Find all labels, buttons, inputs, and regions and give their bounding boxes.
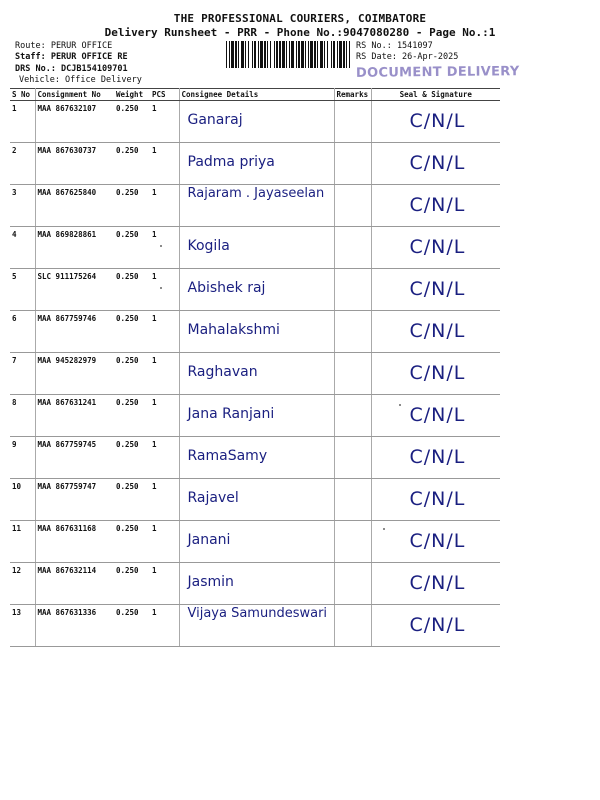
cell-sno: 9 [10,437,35,479]
handwritten-name: Rajavel [187,490,239,506]
barcode-bar [226,41,227,68]
barcode-bar [229,41,230,68]
route-label: Route: PERUR OFFICE [15,41,113,51]
cell-sno: 12 [10,563,35,605]
cell-signature [371,143,500,185]
company-title: THE PROFESSIONAL COURIERS, COIMBATORE [173,12,427,25]
cell-signature [371,101,500,143]
cell-pcs: 1 [150,185,179,227]
cell-pcs: 1 [150,269,179,311]
barcode-bar [254,41,256,68]
col-seal-header: Seal & Signature [371,89,500,101]
delivery-table [10,88,500,647]
barcode-bar [258,41,259,68]
cell-consignee [179,185,334,227]
handwritten-name: Rajaram . Jayaseelan [187,186,325,201]
cell-consignment: MAA 945282979 [35,353,114,395]
barcode-bar [235,41,237,68]
cell-sno: 7 [10,353,35,395]
barcode-bar [270,41,271,68]
barcode-bar [231,41,234,68]
cell-remarks [334,227,371,269]
table-row [10,563,500,605]
ink-speck [160,287,162,289]
cell-pcs: 1 [150,143,179,185]
cell-pcs: 1 [150,521,179,563]
col-consignee-header: Consignee Details [179,89,334,101]
handwritten-signature: C/N/L [409,446,466,468]
handwritten-name: Abishek raj [187,280,266,296]
table-row [10,311,500,353]
barcode-bar [320,41,323,68]
col-pcs-header: PCS [150,89,179,101]
table-row [10,185,500,227]
cell-pcs: 1 [150,101,179,143]
table-row [10,395,500,437]
table-row [10,101,500,143]
barcode-bar [310,41,313,68]
cell-weight: 0.250 [114,353,150,395]
cell-weight: 0.250 [114,311,150,353]
cell-sno: 6 [10,311,35,353]
handwritten-name: Janani [187,532,231,548]
cell-signature [371,311,500,353]
table-row [10,605,500,647]
cell-signature [371,227,500,269]
cell-remarks [334,437,371,479]
cell-signature [371,479,500,521]
cell-weight: 0.250 [114,437,150,479]
handwritten-name: Raghavan [187,364,258,380]
barcode-bar [301,41,304,68]
cell-weight: 0.250 [114,185,150,227]
cell-consignee [179,395,334,437]
cell-weight: 0.250 [114,143,150,185]
cell-consignment: MAA 867759745 [35,437,114,479]
barcode-bar [298,41,300,68]
cell-weight: 0.250 [114,269,150,311]
cell-consignment: MAA 867759747 [35,479,114,521]
cell-weight: 0.250 [114,605,150,647]
cell-consignee [179,605,334,647]
cell-consignment: MAA 867759746 [35,311,114,353]
cell-sno: 4 [10,227,35,269]
handwritten-name: Vijaya Samundeswari [187,606,328,621]
barcode-icon [226,41,350,68]
table-row [10,269,500,311]
table-row [10,479,500,521]
cell-remarks [334,521,371,563]
cell-consignment: MAA 867625840 [35,185,114,227]
table-header-row [10,89,500,101]
cell-signature [371,563,500,605]
cell-pcs: 1 [150,395,179,437]
ink-speck [383,528,385,530]
handwritten-name: Ganaraj [187,112,243,128]
handwritten-signature: C/N/L [409,194,466,216]
handwritten-name: Jasmin [187,574,234,590]
cell-consignee [179,101,334,143]
barcode-bar [274,41,275,68]
barcode-bar [264,41,266,68]
cell-weight: 0.250 [114,395,150,437]
handwritten-signature: C/N/L [409,278,466,300]
barcode-bar [317,41,318,68]
cell-weight: 0.250 [114,101,150,143]
cell-consignment: MAA 869828861 [35,227,114,269]
cell-consignee [179,353,334,395]
cell-sno: 8 [10,395,35,437]
cell-remarks [334,479,371,521]
barcode-bar [324,41,325,68]
cell-pcs: 1 [150,605,179,647]
ink-speck [160,245,162,247]
handwritten-signature: C/N/L [409,236,466,258]
barcode-bar [279,41,281,68]
table-row [10,227,500,269]
cell-signature [371,395,500,437]
barcode-bar [282,41,285,68]
drs-label: DRS No.: DCJB154109701 [15,64,128,74]
handwritten-name: Kogila [187,238,230,254]
cell-signature [371,185,500,227]
barcode-bar [296,41,297,68]
barcode-bar [343,41,345,68]
rs-number: RS No.: 1541097 [356,41,433,51]
barcode-bar [333,41,335,68]
ink-speck [399,404,401,406]
barcode-bar [248,41,249,68]
cell-consignee [179,437,334,479]
handwritten-signature: C/N/L [409,614,466,636]
cell-signature [371,605,500,647]
cell-consignee [179,479,334,521]
barcode-bar [305,41,306,68]
handwritten-name: Jana Ranjani [187,406,275,422]
barcode-bar [346,41,347,68]
cell-remarks [334,101,371,143]
cell-sno: 10 [10,479,35,521]
cell-sno: 5 [10,269,35,311]
barcode-bar [337,41,338,68]
barcode-bar [339,41,342,68]
handwritten-name: RamaSamy [187,448,268,464]
handwritten-name: Padma priya [187,154,275,170]
runsheet-subtitle: Delivery Runsheet - PRR - Phone No.:9047080280 - Page No.:1 [104,26,496,39]
barcode-bar [238,41,239,68]
cell-consignee [179,269,334,311]
vehicle-label: Vehicle: Office Delivery [19,75,142,85]
barcode-bar [267,41,268,68]
cell-remarks [334,143,371,185]
cell-consignee [179,143,334,185]
barcode-bar [308,41,309,68]
cell-pcs: 1 [150,353,179,395]
barcode-bar [289,41,290,68]
cell-remarks [334,605,371,647]
barcode-bar [291,41,294,68]
barcode-bar [327,41,328,68]
cell-signature [371,437,500,479]
cell-consignee [179,563,334,605]
cell-sno: 3 [10,185,35,227]
cell-remarks [334,185,371,227]
handwritten-signature: C/N/L [409,530,466,552]
table-row [10,353,500,395]
cell-consignment: MAA 867631241 [35,395,114,437]
cell-pcs: 1 [150,227,179,269]
barcode-bar [331,41,332,68]
cell-consignee [179,311,334,353]
cell-consignment: MAA 867631336 [35,605,114,647]
cell-consignee [179,227,334,269]
handwritten-signature: C/N/L [409,362,466,384]
barcode-bar [260,41,263,68]
table-row [10,521,500,563]
barcode-bar [252,41,253,68]
cell-signature [371,269,500,311]
cell-sno: 1 [10,101,35,143]
cell-remarks [334,353,371,395]
cell-sno: 2 [10,143,35,185]
cell-consignment: SLC 911175264 [35,269,114,311]
barcode-bar [286,41,287,68]
cell-weight: 0.250 [114,521,150,563]
cell-pcs: 1 [150,479,179,521]
cell-consignment: MAA 867631168 [35,521,114,563]
table-row [10,437,500,479]
cell-weight: 0.250 [114,479,150,521]
cell-consignment: MAA 867630737 [35,143,114,185]
barcode-bar [241,41,244,68]
table-row [10,143,500,185]
handwritten-signature: C/N/L [409,110,466,132]
cell-signature [371,353,500,395]
barcode-bar [276,41,278,68]
document-delivery-stamp: DOCUMENT DELIVERY [355,64,520,81]
barcode-bar [245,41,246,68]
cell-remarks [334,395,371,437]
cell-weight: 0.250 [114,227,150,269]
cell-remarks [334,311,371,353]
col-sno-header: S No [10,89,35,101]
cell-remarks [334,563,371,605]
cell-signature [371,521,500,563]
cell-sno: 13 [10,605,35,647]
handwritten-name: Mahalakshmi [187,322,280,338]
handwritten-signature: C/N/L [409,572,466,594]
col-remarks-header: Remarks [334,89,371,101]
cell-consignment: MAA 867632114 [35,563,114,605]
handwritten-signature: C/N/L [409,488,466,510]
cell-pcs: 1 [150,563,179,605]
cell-weight: 0.250 [114,563,150,605]
handwritten-signature: C/N/L [409,152,466,174]
handwritten-signature: C/N/L [409,404,466,426]
rs-date: RS Date: 26-Apr-2025 [356,52,459,62]
col-weight-header: Weight [114,89,150,101]
barcode-bar [314,41,316,68]
handwritten-signature: C/N/L [409,320,466,342]
cell-pcs: 1 [150,437,179,479]
cell-sno: 11 [10,521,35,563]
cell-consignment: MAA 867632107 [35,101,114,143]
col-consignment-header: Consignment No [35,89,114,101]
cell-pcs: 1 [150,311,179,353]
staff-label: Staff: PERUR OFFICE RE [15,52,128,62]
cell-consignee [179,521,334,563]
barcode-bar [349,41,350,68]
cell-remarks [334,269,371,311]
